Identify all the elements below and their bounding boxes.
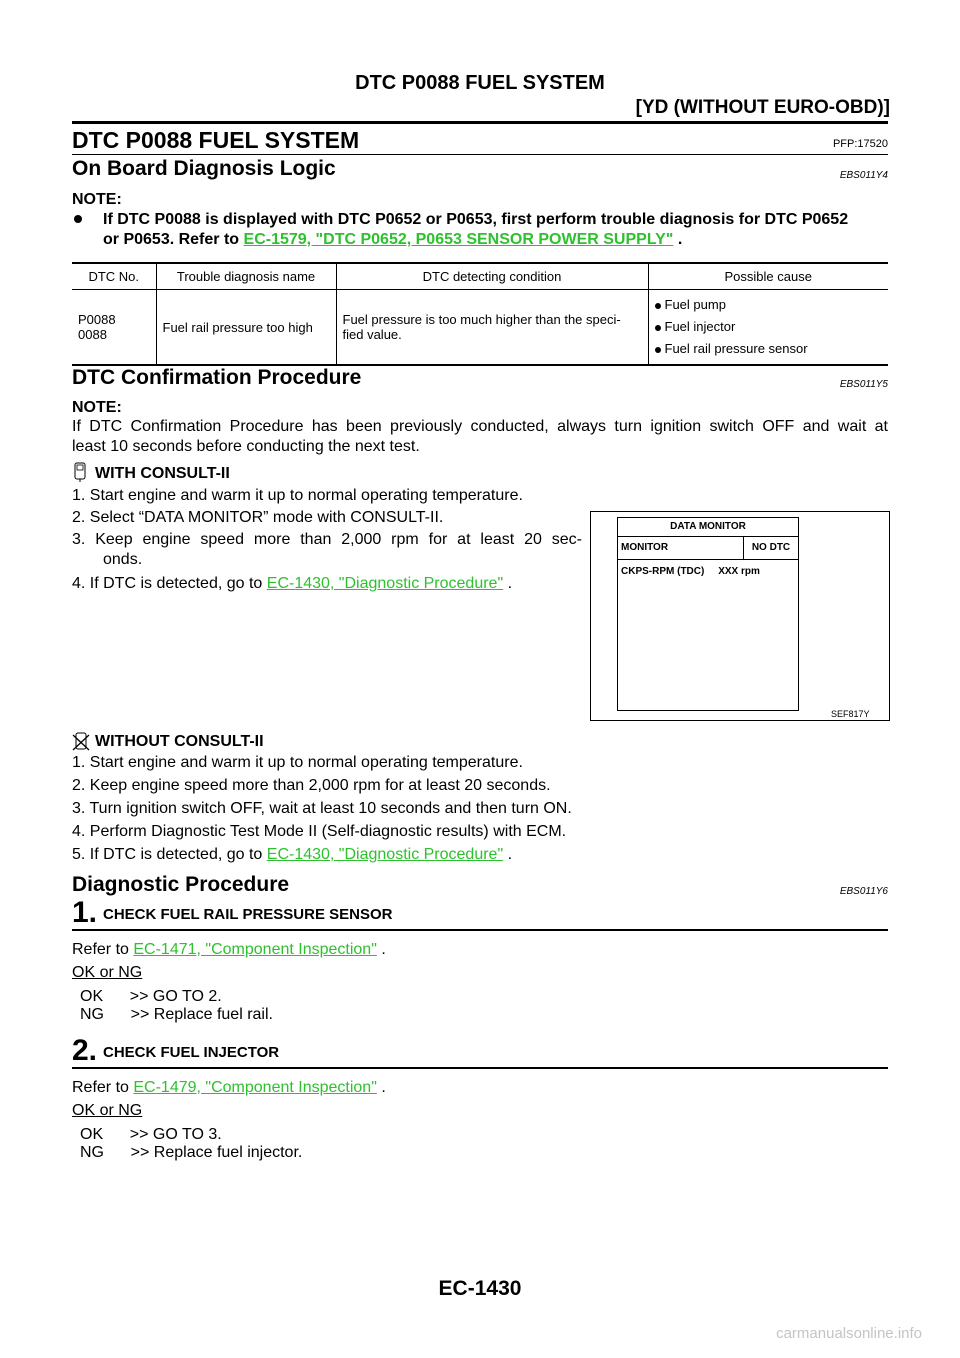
diagnostic-code: EBS011Y6: [839, 886, 888, 897]
with-consult-label: WITH CONSULT-II: [95, 465, 230, 482]
monitor-value-row: CKPS-RPM (TDC) XXX rpm: [621, 566, 760, 577]
monitor-status: NO DTC: [751, 542, 791, 553]
step-1-ok-or-ng: OK or NG: [72, 964, 143, 981]
header-cause: Possible cause: [648, 263, 888, 290]
consult-tool-icon: [72, 462, 88, 487]
cell-trouble-name: Fuel rail pressure too high: [156, 290, 336, 366]
step-1-refer: Refer to EC-1471, "Component Inspection" .: [72, 941, 386, 958]
header-dtc-no: DTC No.: [72, 263, 156, 290]
with-step-4: 4. If DTC is detected, go to EC-1430, "Diagnostic Procedure" .: [72, 575, 513, 592]
link-ec-1579[interactable]: EC-1579, "DTC P0652, P0653 SENSOR POWER SUPPLY": [243, 231, 674, 248]
step-1-title: CHECK FUEL RAIL PRESSURE SENSOR: [103, 906, 393, 923]
step-2-title: CHECK FUEL INJECTOR: [103, 1044, 280, 1061]
bullet-icon: [74, 210, 82, 228]
section-rule: [72, 154, 888, 155]
cell-dtc-no: P0088 0088: [72, 290, 156, 366]
step-2-ok-or-ng: OK or NG: [72, 1102, 143, 1119]
monitor-col-label: MONITOR: [618, 537, 744, 559]
list-item: Fuel injector: [655, 316, 883, 338]
without-consult-label: WITHOUT CONSULT-II: [95, 733, 264, 750]
link-ec-1471[interactable]: EC-1471, "Component Inspection": [133, 941, 377, 958]
with-step-3-cont: onds.: [103, 551, 143, 568]
diagnostic-heading: Diagnostic Procedure: [72, 873, 290, 896]
step-2-rule: [72, 1067, 888, 1069]
table-row: [72, 290, 888, 366]
obd-note-line2: or P0653. Refer to EC-1579, "DTC P0652, P0653 SENSOR POWER SUPPLY" .: [103, 231, 683, 248]
step-2-refer: Refer to EC-1479, "Component Inspection" .: [72, 1079, 386, 1096]
with-step-3: 3. Keep engine speed more than 2,000 rpm for at least 20 sec-: [72, 531, 582, 548]
step-2-ok-result: OK >> GO TO 3.: [80, 1126, 222, 1143]
obd-note-label: NOTE:: [72, 191, 122, 208]
confirmation-note-line2: least 10 seconds before conducting the next test.: [72, 438, 420, 455]
header-condition: DTC detecting condition: [336, 263, 648, 290]
obd-logic-code: EBS011Y4: [839, 170, 888, 181]
step-2-number: 2.: [72, 1034, 98, 1067]
list-item: Fuel pump: [655, 294, 883, 316]
header-rule: [72, 121, 888, 124]
without-step-3: 3. Turn ignition switch OFF, wait at least 10 seconds and then turn ON.: [72, 800, 572, 817]
data-monitor-screen: [617, 517, 799, 711]
without-step-2: 2. Keep engine speed more than 2,000 rpm for at least 20 seconds.: [72, 777, 551, 794]
link-ec-1430-with[interactable]: EC-1430, "Diagnostic Procedure": [266, 575, 504, 592]
page-number: EC-1430: [438, 1277, 522, 1300]
cell-condition: Fuel pressure is too much higher than the speci- fied value.: [336, 290, 648, 366]
pfp-code: PFP:17520: [832, 138, 888, 150]
figure-code: SEF817Y: [831, 709, 870, 719]
running-header-title: DTC P0088 FUEL SYSTEM: [355, 72, 605, 94]
monitor-title: DATA MONITOR: [618, 518, 798, 537]
without-step-4: 4. Perform Diagnostic Test Mode II (Self-diagnostic results) with ECM.: [72, 823, 567, 840]
with-step-1: 1. Start engine and warm it up to normal operating temperature.: [72, 487, 523, 504]
confirmation-heading: DTC Confirmation Procedure: [72, 366, 362, 389]
section-title: DTC P0088 FUEL SYSTEM: [72, 127, 360, 153]
running-header-subtitle: [YD (WITHOUT EURO-OBD)]: [635, 97, 890, 118]
cell-cause: [648, 290, 888, 366]
step-1-number: 1.: [72, 896, 98, 929]
list-item: Fuel rail pressure sensor: [655, 338, 883, 360]
header-trouble-name: Trouble diagnosis name: [156, 263, 336, 290]
table-header-row: [72, 263, 888, 290]
confirmation-note-label: NOTE:: [72, 399, 122, 416]
obd-note-text: If DTC P0088 is displayed with DTC P0652 or P0653, first perform trouble diagnosis for DTC P0652: [103, 211, 849, 228]
confirmation-code: EBS011Y5: [839, 379, 888, 390]
step-1-ok-result: OK >> GO TO 2.: [80, 988, 222, 1005]
step-2-ng-result: NG >> Replace fuel injector.: [80, 1144, 303, 1161]
without-step-1: 1. Start engine and warm it up to normal operating temperature.: [72, 754, 523, 771]
dtc-table: [72, 262, 888, 366]
link-ec-1430-without[interactable]: EC-1430, "Diagnostic Procedure": [266, 846, 504, 863]
obd-logic-heading: On Board Diagnosis Logic: [72, 157, 336, 180]
without-step-5: 5. If DTC is detected, go to EC-1430, "Diagnostic Procedure" .: [72, 846, 513, 863]
step-1-rule: [72, 929, 888, 931]
watermark: carmanualsonline.info: [776, 1325, 922, 1342]
link-ec-1479[interactable]: EC-1479, "Component Inspection": [133, 1079, 377, 1096]
monitor-header-row: [618, 537, 798, 560]
step-1-ng-result: NG >> Replace fuel rail.: [80, 1006, 273, 1023]
with-step-2: 2. Select “DATA MONITOR” mode with CONSULT-II.: [72, 509, 444, 526]
confirmation-note-line1: If DTC Confirmation Procedure has been previously conducted, always turn ignition switch OFF and wait at: [72, 418, 888, 435]
